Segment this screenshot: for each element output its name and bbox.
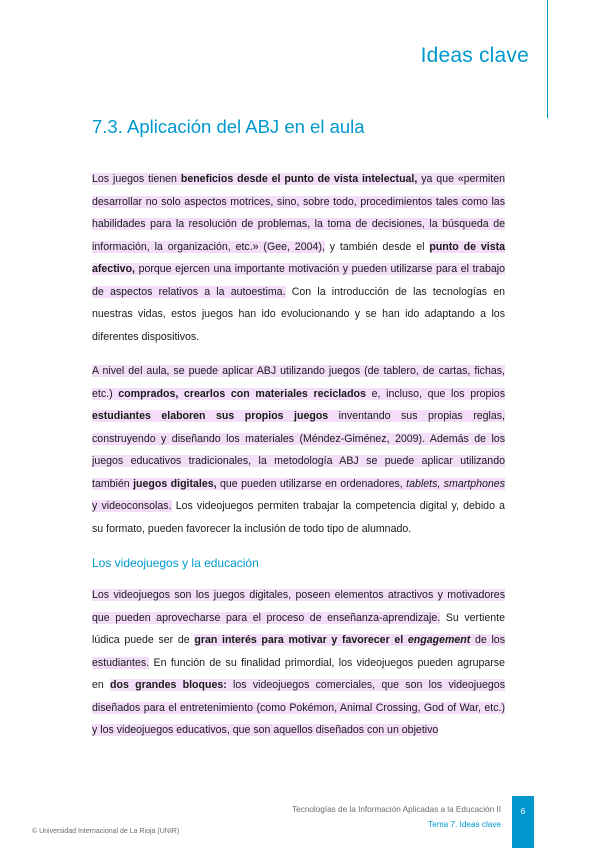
paragraph-2 [92, 360, 505, 540]
text-span: y los videojuegos educativos, que son aquellos diseñados con un objetivo [92, 724, 439, 736]
italic-text: tablets, smartphones [406, 477, 505, 490]
bold-text: gran interés para motivar y favorecer el [194, 634, 408, 646]
footer-topic: Tema 7. Ideas clave [428, 820, 501, 829]
text-span: Los juegos tienen [92, 173, 181, 185]
text-span: y videoconsolas. [92, 500, 172, 512]
text-span: A nivel del aula, se puede aplicar ABJ utilizando juegos (de tablero, de cartas, fichas, etc.) [92, 365, 505, 400]
footer-course: Tecnologías de la Información Aplicadas a la Educación II [292, 805, 501, 814]
text-span: que pueden utilizarse en ordenadores, [216, 477, 407, 490]
document-body [92, 168, 505, 754]
section-title: 7.3. Aplicación del ABJ en el aula [92, 116, 365, 137]
text-span: Con la introducción de las tecnologías en nuestras vidas, estos juegos han ido evolucionando y se han ido adaptando a los diferentes dispositivos. [92, 285, 506, 343]
text-span: de los estudiantes. [92, 634, 505, 669]
italic-text: engagement [407, 634, 471, 646]
text-span: ya que «permiten desarrollar no solo aspectos motrices, sino, sobre todo, procedimientos tales como las habilidades para la resolución de problemas, la toma de decisiones, la búsqueda de información, la organización, etc.» (Gee, 2004), [92, 173, 505, 253]
text-span: En función de su finalidad primordial, los videojuegos pueden agruparse en [92, 656, 505, 691]
bold-text: punto de vista afectivo, [92, 240, 506, 275]
footer-info [292, 802, 501, 832]
text-span: Su vertiente lúdica puede ser de [92, 611, 505, 646]
highlight-span [92, 724, 438, 736]
paragraph-3 [92, 584, 505, 742]
text-span: los videojuegos comerciales, que son los videojuegos diseñados para el entretenimiento (como Pokémon, Animal Crossing, God of War, etc.) [92, 679, 505, 714]
paragraph-1 [92, 168, 505, 348]
bold-text: estudiantes elaboren sus propios juegos [92, 410, 329, 422]
text-span: e, incluso, que los propios [365, 387, 505, 400]
bold-text: juegos digitales, [133, 477, 217, 490]
highlight-span [92, 365, 505, 512]
text-span: porque ejercen una importante motivación y pueden utilizarse para el trabajo de aspectos relativos a la autoestima. [92, 263, 505, 298]
text-span: Los videojuegos son los juegos digitales, poseen elementos atractivos y motivadores que pueden aprovecharse para el proceso de enseñanza-aprendizaje. [92, 589, 505, 624]
bold-text: dos grandes bloques: [110, 679, 227, 691]
page-number: 6 [512, 796, 534, 848]
header-accent-line [547, 0, 548, 118]
text-span: Los videojuegos permiten trabajar la competencia digital y, debido a su formato, pueden favorecer la inclusión de todo tipo de alumnado. [92, 500, 506, 535]
bold-text: beneficios desde el punto de vista intelectual, [180, 173, 418, 185]
subheading: Los videojuegos y la educación [92, 556, 259, 570]
copyright: © Universidad Internacional de La Rioja (UNIR) [32, 828, 180, 835]
header-title: Ideas clave [420, 44, 529, 67]
text-span: inventando sus propias reglas, construyendo y diseñando los materiales (Méndez-Giménez, 2009). Además de los juegos educativos tradicionales, la metodología ABJ se puede aplicar utilizando también [92, 410, 505, 490]
text-span: y también desde el [324, 240, 430, 253]
highlight-span [92, 679, 505, 714]
bold-text: comprados, crearlos con materiales reciclados [118, 387, 366, 400]
